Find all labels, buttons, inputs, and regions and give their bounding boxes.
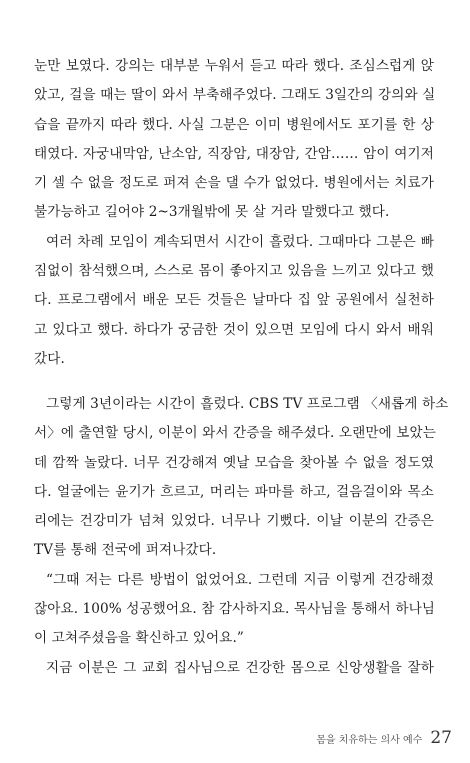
text-line: 짐없이 참석했으며, 스스로 몸이 좋아지고 있음을 느끼고 있다고 했 (34, 263, 434, 280)
text-line: “그때 저는 다른 방법이 없었어요. 그런데 지금 이렇게 건강해졌 (46, 571, 434, 588)
text-line: 눈만 보였다. 강의는 대부분 누워서 듣고 따라 했다. 조심스럽게 앉 (34, 58, 434, 74)
text-line: 데 깜짝 놀랐다. 너무 건강해져 옛날 모습을 찾아볼 수 없을 정도였 (34, 454, 434, 471)
text-line: 지금 이분은 그 교회 집사님으로 건강한 몸으로 신앙생활을 잘하 (46, 659, 434, 676)
text-line: TV를 통해 전국에 퍼져나갔다. (34, 542, 217, 559)
text-line: 기 셀 수 없을 정도로 퍼져 손을 댈 수가 없었다. 병원에서는 치료가 (34, 175, 434, 192)
text-line: 습을 끝까지 따라 했다. 사실 그분은 이미 병원에서도 포기를 한 상 (34, 116, 434, 133)
page-number: 27 (430, 728, 452, 748)
text-line: 그렇게 3년이라는 시간이 흘렀다. CBS TV 프로그램 〈새롭게 하소 (46, 396, 449, 412)
text-block-bottom (34, 390, 449, 683)
text-line: 고 있다고 했다. 하다가 궁금한 것이 있으면 모임에 다시 와서 배워 (34, 321, 434, 338)
text-line: 잖아요. 100% 성공했어요. 참 감사하지요. 목사님을 통해서 하나님 (34, 601, 436, 618)
page-footer (316, 728, 452, 750)
text-line: 여러 차례 모임이 계속되면서 시간이 흘렀다. 그때마다 그분은 빠 (46, 233, 434, 250)
text-line: 서〉에 출연할 당시, 이분이 와서 간증을 해주셨다. 오랜만에 보았는 (34, 425, 436, 442)
text-line: 았고, 걸을 때는 딸이 와서 부축해주었다. 그래도 3일간의 강의와 실 (34, 87, 436, 104)
text-line: 불가능하고 길어야 2~3개월밖에 못 살 거라 말했다고 했다. (34, 204, 390, 221)
running-title: 몸을 치유하는 의사 예수 (316, 735, 423, 746)
text-line: 태였다. 자궁내막암, 난소암, 직장암, 대장암, 간암…… 암이 여기저 (34, 145, 434, 162)
text-block-top (34, 52, 434, 374)
text-line: 갔다. (34, 350, 65, 367)
text-line: 다. 얼굴에는 윤기가 흐르고, 머리는 파마를 하고, 걸음걸이와 목소 (34, 483, 434, 500)
text-line: 이 고쳐주셨음을 확신하고 있어요.” (34, 630, 244, 647)
text-line: 리에는 건강미가 넘쳐 있었다. 너무나 기뻤다. 이날 이분의 간증은 (34, 513, 434, 530)
text-line: 다. 프로그램에서 배운 모든 것들은 날마다 집 앞 공원에서 실천하 (34, 292, 434, 309)
